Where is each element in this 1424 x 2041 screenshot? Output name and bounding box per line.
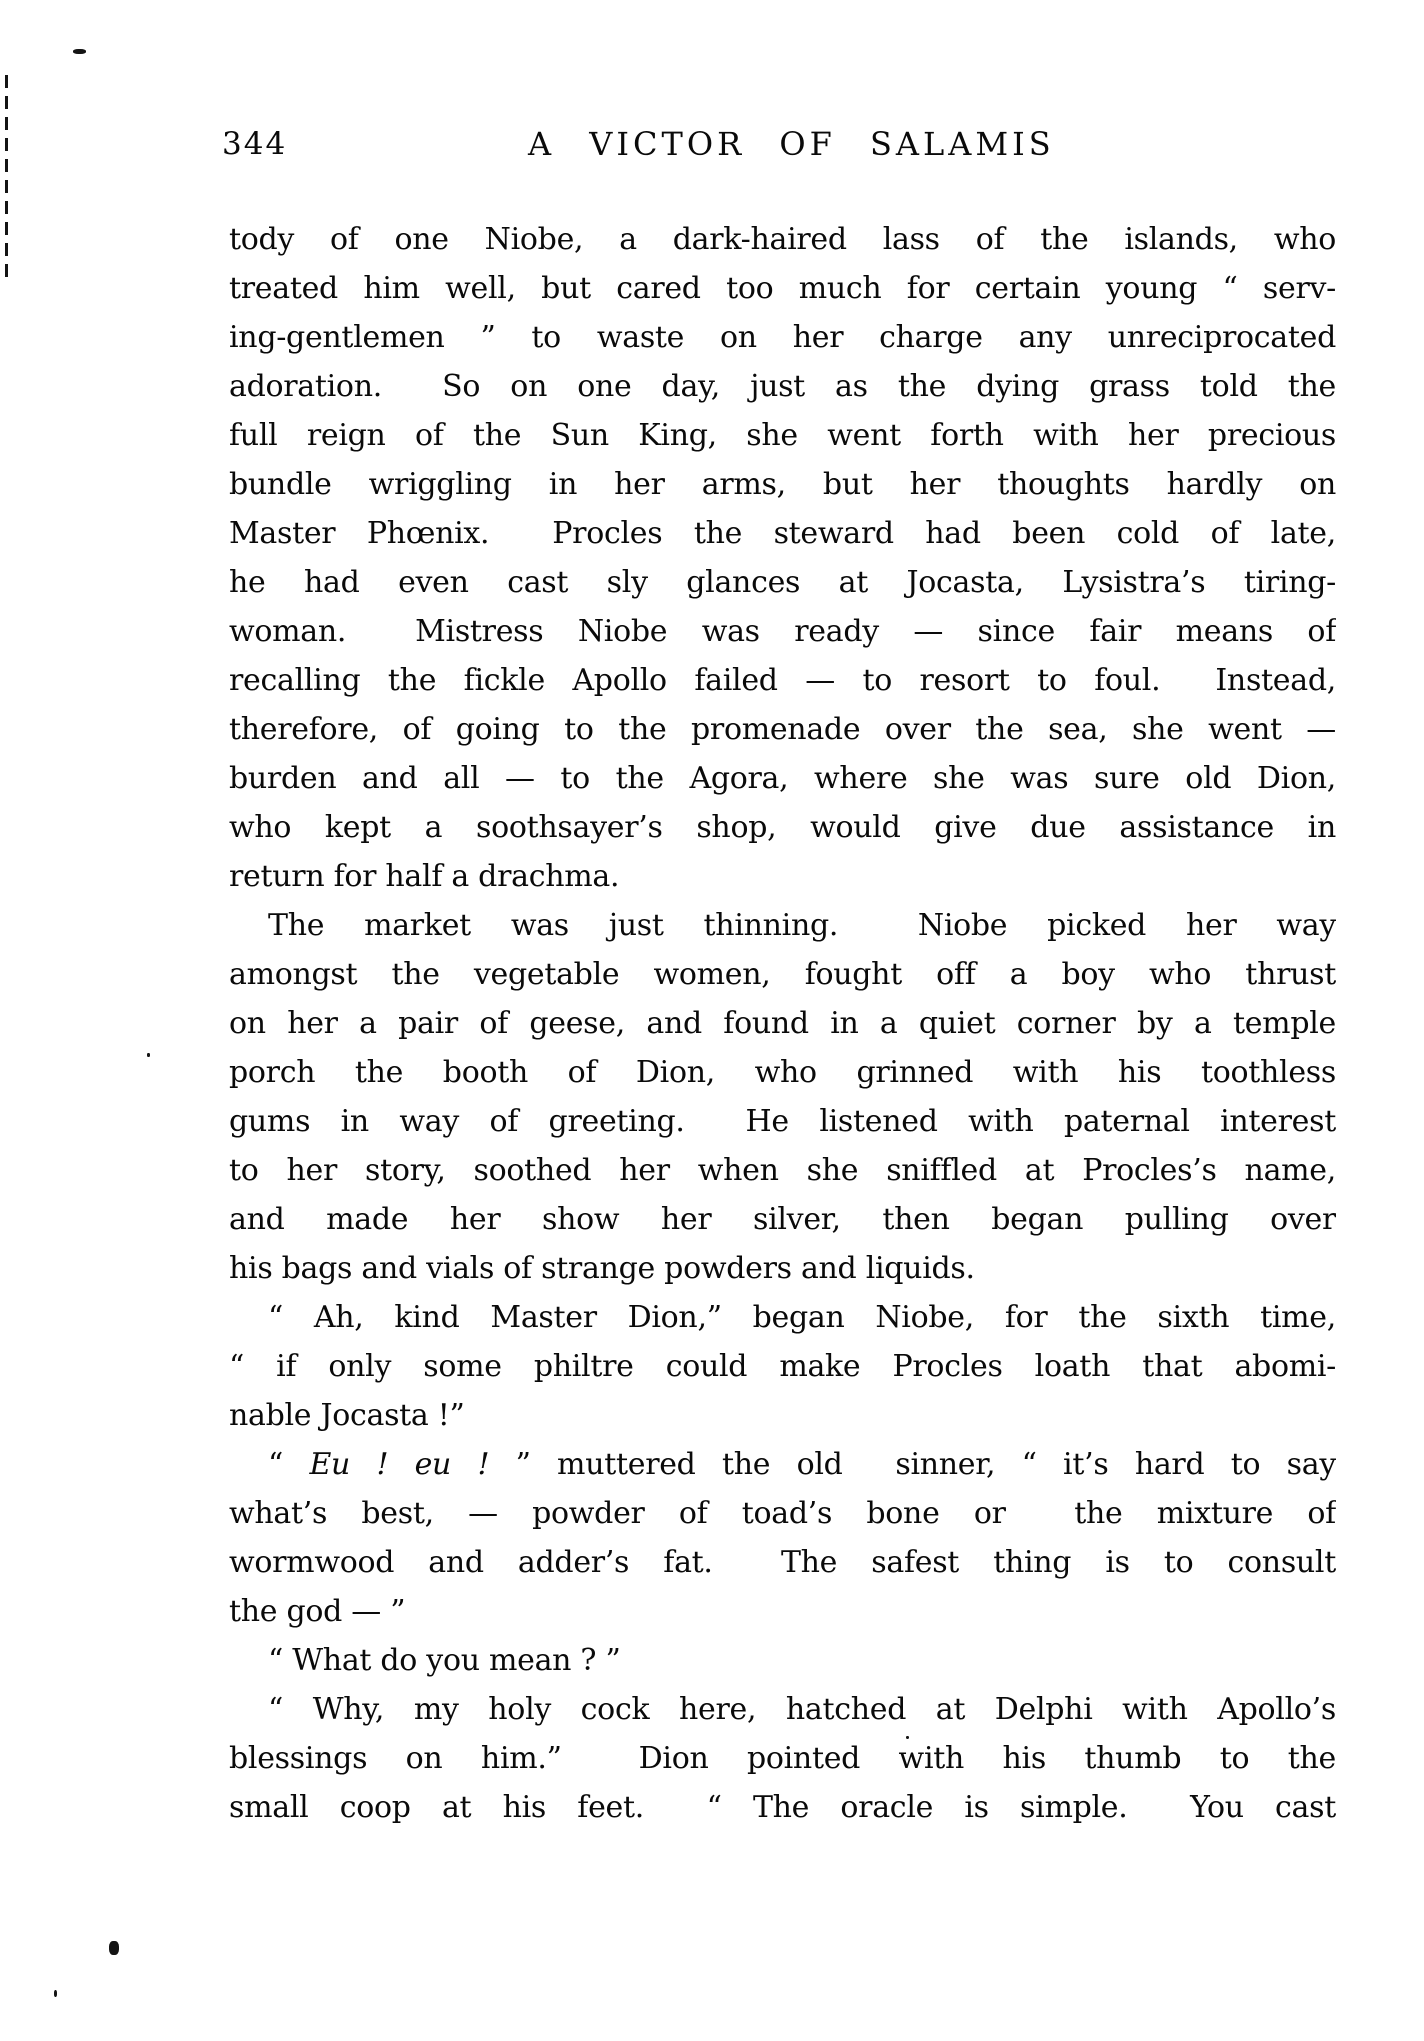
text-line: what’s best, — powder of toad’s bone or the mixture of — [229, 1496, 1336, 1531]
text-line: porch the booth of Dion, who grinned with his toothless — [229, 1055, 1336, 1090]
text-line: nable Jocasta !” — [229, 1398, 465, 1433]
text-line: “ What do you mean ? ” — [268, 1643, 621, 1678]
text-line: adoration. So on one day, just as the dying grass told the — [229, 369, 1336, 404]
scan-speck — [109, 1941, 119, 1955]
text-line: tody of one Niobe, a dark-haired lass of the islands, who — [229, 222, 1336, 257]
text-line: the god — ” — [229, 1594, 406, 1629]
scan-edge-line — [5, 75, 8, 283]
text-line: to her story, soothed her when she sniffled at Procles’s name, — [229, 1153, 1336, 1188]
text-line: “ Eu ! eu ! ” muttered the old sinner, “ it’s hard to say — [268, 1447, 1336, 1482]
text-line: therefore, of going to the promenade over the sea, she went — — [229, 712, 1336, 747]
scan-speck — [54, 1990, 57, 1997]
text-line: who kept a soothsayer’s shop, would give due assistance in — [229, 810, 1336, 845]
scan-speck — [906, 1736, 909, 1739]
text-line: gums in way of greeting. He listened with paternal interest — [229, 1104, 1336, 1139]
text-line: bundle wriggling in her arms, but her thoughts hardly on — [229, 467, 1336, 502]
text-line: “ if only some philtre could make Procles loath that abomi- — [229, 1349, 1336, 1384]
text-line: burden and all — to the Agora, where she was sure old Dion, — [229, 761, 1336, 796]
text-line: full reign of the Sun King, she went forth with her precious — [229, 418, 1336, 453]
text-line: his bags and vials of strange powders and liquids. — [229, 1251, 975, 1286]
text-line: treated him well, but cared too much for certain young “ serv- — [229, 271, 1336, 306]
text-line: The market was just thinning. Niobe picked her way — [268, 908, 1336, 943]
text-line: he had even cast sly glances at Jocasta, Lysistra’s tiring- — [229, 565, 1336, 600]
text-line: recalling the fickle Apollo failed — to resort to foul. Instead, — [229, 663, 1336, 698]
text-line: Master Phœnix. Procles the steward had been cold of late, — [229, 516, 1336, 551]
text-line: small coop at his feet. “ The oracle is simple. You cast — [229, 1790, 1336, 1825]
page-number: 344 — [222, 126, 288, 162]
text-line: woman. Mistress Niobe was ready — since fair means of — [229, 614, 1336, 649]
text-line: wormwood and adder’s fat. The safest thing is to consult — [229, 1545, 1336, 1580]
text-line: amongst the vegetable women, fought off a boy who thrust — [229, 957, 1336, 992]
text-line: “ Ah, kind Master Dion,” began Niobe, for the sixth time, — [268, 1300, 1336, 1335]
scan-speck — [73, 49, 86, 54]
text-line: and made her show her silver, then began pulling over — [229, 1202, 1336, 1237]
body-text — [229, 215, 1336, 1832]
text-line: ing-gentlemen ” to waste on her charge any unreciprocated — [229, 320, 1336, 355]
text-line: “ Why, my holy cock here, hatched at Delphi with Apollo’s — [268, 1692, 1336, 1727]
text-line: return for half a drachma. — [229, 859, 620, 894]
text-line: blessings on him.” Dion pointed with his thumb to the — [229, 1741, 1336, 1776]
scan-speck — [147, 1053, 150, 1057]
text-line: on her a pair of geese, and found in a quiet corner by a temple — [229, 1006, 1336, 1041]
running-title: A VICTOR OF SALAMIS — [528, 125, 1055, 163]
